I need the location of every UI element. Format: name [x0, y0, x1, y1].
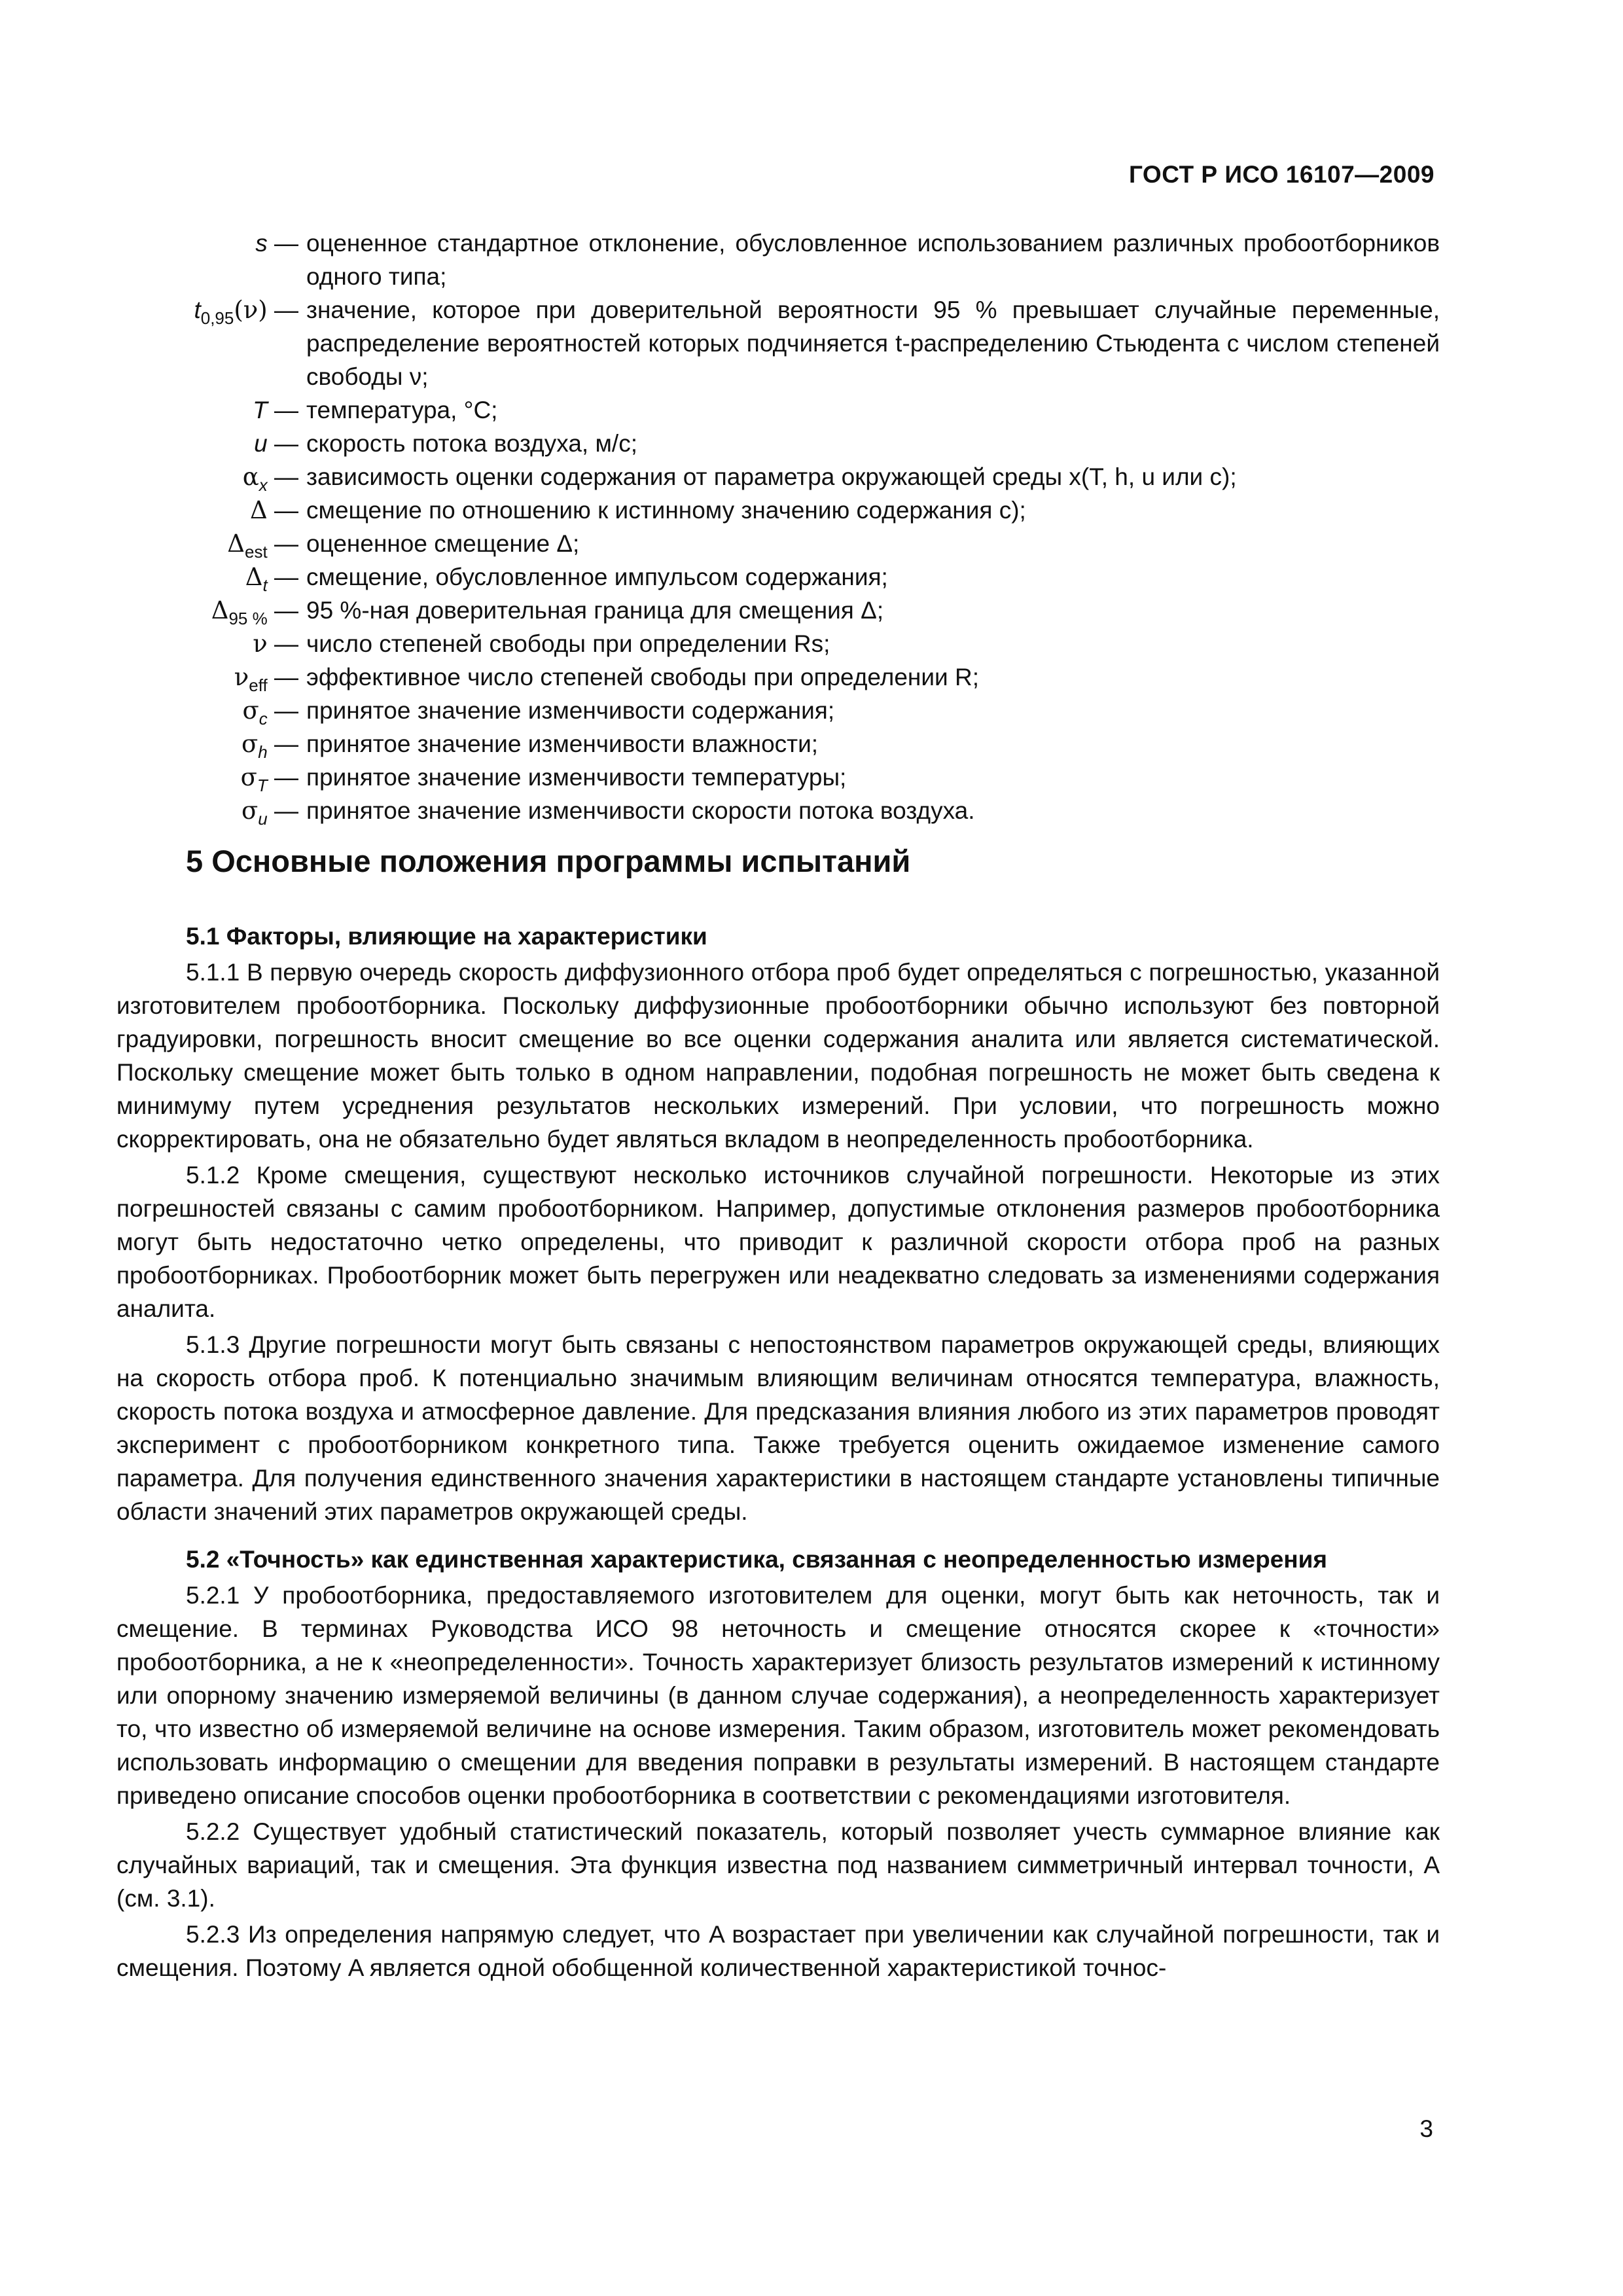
symbol-term: $\sigma_h$ — — [241, 730, 298, 762]
symbol-term: Δ — — [249, 496, 298, 524]
symbol-term: $\Delta_{95 \%}$ — — [211, 596, 298, 628]
symbol-row — [105, 493, 1440, 527]
symbol-term: $\sigma_c$ — — [242, 696, 298, 728]
symbol-term: u — — [254, 430, 298, 457]
symbol-term: $\sigma_T$ — — [240, 763, 298, 795]
symbol-term: $\alpha_x$ — — [242, 463, 298, 495]
symbol-description: оцененное стандартное отклонение, обусловленное использованием различных пробоотборников одного типа; — [306, 230, 1440, 290]
symbol-term: ν — — [253, 630, 298, 658]
paragraph: 5.1.3 Другие погрешности могут быть связаны с непостоянством параметров окружающей среды, влияющих на скорость отбора проб. К потенциально значимым влияющим величинам относятся температура, влажность, скорость потока воздуха и атмосферное давление. Для предсказания влияния любого из этих параметров проводят эксперимент с пробоотборником конкретного типа. Также требуется оценить ожидаемое изменение самого параметра. Для получения единственного значения характеристики в настоящем стандарте установлены типичные области значений этих параметров окружающей среды. — [116, 1331, 1440, 1525]
symbol-row — [105, 794, 1440, 827]
symbol-term: $\Delta_{est}$ — — [227, 529, 298, 562]
symbol-description: смещение, обусловленное импульсом содержания; — [306, 564, 888, 590]
symbol-row — [105, 293, 1440, 393]
symbol-description: зависимость оценки содержания от параметра окружающей среды x(T, h, u или c); — [306, 463, 1237, 490]
symbol-description: принятое значение изменчивости скорости потока воздуха. — [306, 797, 975, 824]
symbol-term: $\Delta_t$ — — [245, 563, 298, 595]
page-number: 3 — [1419, 2115, 1433, 2142]
symbol-row — [105, 627, 1440, 660]
symbol-description: число степеней свободы при определении Rs; — [306, 630, 830, 657]
symbol-term: $\nu_{eff}$ — — [234, 663, 298, 695]
symbol-description: оцененное смещение Δ; — [306, 530, 580, 557]
symbol-row — [105, 427, 1440, 460]
paragraph: 5.2.1 У пробоотборника, предоставляемого изготовителем для оценки, могут быть как неточность, так и смещение. В терминах Руководства ИСО 98 неточность и смещение относятся скорее к «точности» пробоотборника, а не к «неопределенности». Точность характеризует близость результатов измерений к истинному или опорному значению измеряемой величины (в данном случае содержания), а неопределенность характеризует то, что известно об измеряемой величине на основе измерения. Таким образом, изготовитель может рекомендовать использовать информацию о смещении для введения поправки в результаты измерений. В настоящем стандарте приведено описание способов оценки пробоотборника в соответствии с рекомендациями изготовителя. — [116, 1582, 1440, 1809]
symbol-description: 95 %-ная доверительная граница для смещения Δ; — [306, 597, 884, 624]
symbol-row — [105, 727, 1440, 761]
symbol-row — [105, 761, 1440, 794]
symbol-row — [105, 594, 1440, 627]
main-content — [116, 844, 1440, 1987]
symbol-row — [105, 560, 1440, 594]
symbol-row — [105, 660, 1440, 694]
symbol-description: принятое значение изменчивости влажности; — [306, 730, 819, 757]
paragraph: 5.2.2 Существует удобный статистический показатель, который позволяет учесть суммарное влияние как случайных вариаций, так и смещения. Эта функция известна под названием симметричный интервал точности, A (см. 3.1). — [116, 1818, 1440, 1912]
symbol-term: $t_{0,95}(\nu)$ — — [194, 296, 298, 328]
paragraph: 5.1.2 Кроме смещения, существуют несколько источников случайной погрешности. Некоторые из этих погрешностей связаны с самим пробоотборником. Например, допустимые отклонения размеров пробоотборника могут быть недостаточно четко определены, что приводит к различной скорости отбора проб на разных пробоотборниках. Пробоотборник может быть перегружен или неадекватно следовать за изменениями содержания аналита. — [116, 1162, 1440, 1322]
document-code-header: ГОСТ Р ИСО 16107—2009 — [1128, 161, 1435, 188]
symbol-row — [105, 393, 1440, 427]
symbol-term: s — — [255, 230, 298, 257]
symbol-row — [105, 527, 1440, 560]
symbol-description: смещение по отношению к истинному значению содержания c); — [306, 497, 1026, 524]
symbol-description: принятое значение изменчивости содержания; — [306, 697, 835, 724]
symbol-row — [105, 226, 1440, 293]
symbol-description: эффективное число степеней свободы при определении R; — [306, 664, 979, 691]
subsection-title: 5.2 «Точность» как единственная характеристика, связанная с неопределенностью измерения — [186, 1546, 1327, 1573]
symbol-row — [105, 460, 1440, 493]
symbol-description: принятое значение изменчивости температуры; — [306, 764, 847, 791]
symbol-description: скорость потока воздуха, м/с; — [306, 430, 637, 457]
symbol-description: температура, °C; — [306, 397, 498, 423]
paragraph: 5.1.1 В первую очередь скорость диффузионного отбора проб будет определяться с погрешностью, указанной изготовителем пробоотборника. Поскольку диффузионные пробоотборники обычно используют без повторной градуировки, погрешность вносит смещение во все оценки содержания аналита или является систематической. Поскольку смещение может быть только в одном направлении, подобная погрешность не может быть сведена к минимуму путем усреднения результатов нескольких измерений. При условии, что погрешность можно скорректировать, она не обязательно будет являться вкладом в неопределенность пробоотборника. — [116, 959, 1440, 1153]
symbols-list — [105, 226, 1440, 827]
symbol-term: T — — [253, 397, 298, 423]
symbol-description: значение, которое при доверительной вероятности 95 % превышает случайные переменные, распределение вероятностей которых подчиняется t-распределению Стьюдента с числом степеней свободы ν; — [306, 296, 1440, 390]
paragraph: 5.2.3 Из определения напрямую следует, что A возрастает при увеличении как случайной погрешности, так и смещения. Поэтому A является одной обобщенной количественной характеристикой точнос- — [116, 1921, 1440, 1981]
section-title: 5 Основные положения программы испытаний — [186, 844, 911, 878]
subsection-title: 5.1 Факторы, влияющие на характеристики — [186, 923, 707, 950]
symbol-term: $\sigma_u$ — — [241, 797, 298, 829]
symbol-row — [105, 694, 1440, 727]
